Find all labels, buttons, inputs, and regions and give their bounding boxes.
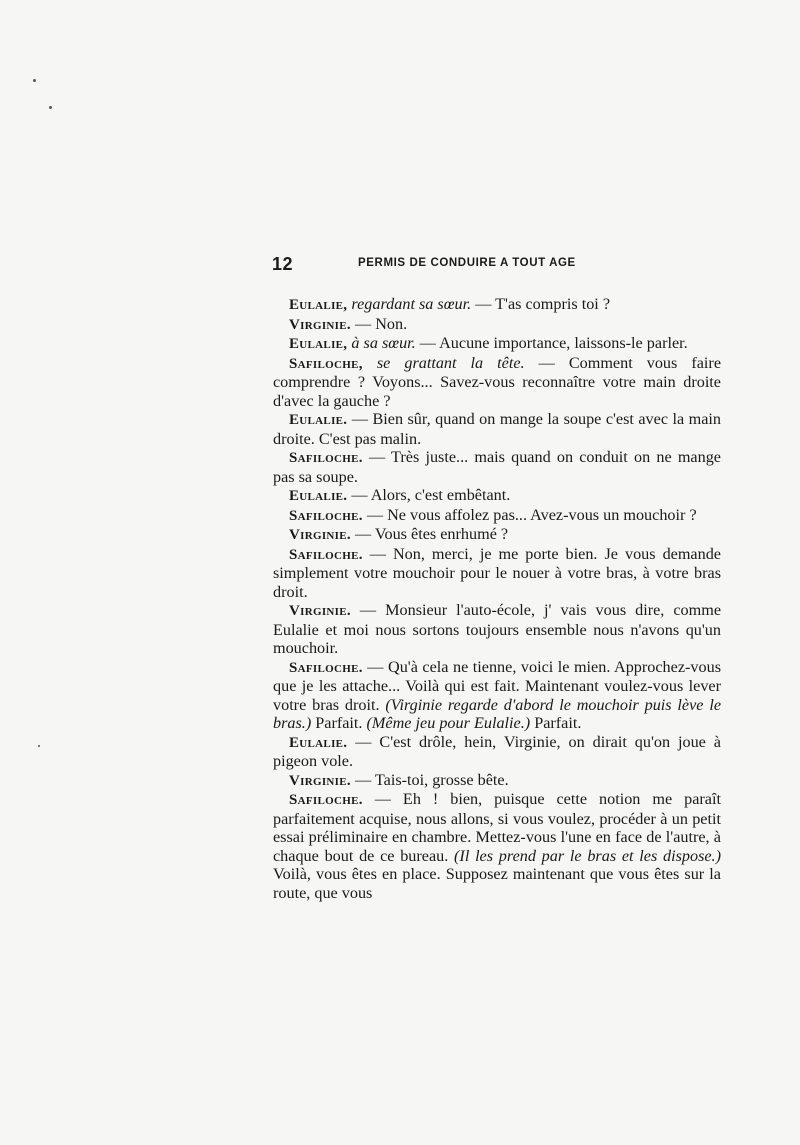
dialogue-text: — Très juste... mais quand on conduit on ne mange pas sa soupe. — [273, 448, 721, 486]
speaker-name: Safiloche. — [289, 659, 363, 676]
stage-direction: se grattant la tête. — [376, 353, 525, 372]
speaker-name: Safiloche. — [289, 507, 363, 524]
stage-direction: (Virginie regarde d'abord le mouchoir puis lève le bras.) — [273, 695, 722, 732]
stage-direction: (Même jeu pour Eulalie.) — [366, 714, 531, 732]
dialogue-text: — Aucune importance, laissons-le parler. — [415, 334, 688, 352]
dialogue-paragraph — [273, 790, 721, 902]
stage-direction: à sa sœur. — [351, 334, 416, 352]
dialogue-paragraph — [273, 733, 721, 771]
dialogue-text: — Bien sûr, quand on mange la soupe c'est avec la main droite. C'est pas malin. — [273, 410, 721, 448]
dialogue-paragraph — [273, 315, 721, 335]
stage-direction: regardant sa sœur. — [351, 295, 472, 313]
dialogue-paragraph — [273, 410, 721, 448]
dialogue-text: — Eh ! bien, puisque cette notion me paraît parfaitement acquise, nous allons, si vous voulez, procéder à un petit essai préliminaire en chambre. Mettez-vous l'une en face de l'autre, à chaque bout de ce bureau. — [273, 790, 721, 865]
page-header — [272, 254, 732, 276]
speaker-name: Virginie. — [289, 603, 351, 619]
dialogue-paragraph — [273, 658, 721, 733]
dialogue-text — [363, 354, 377, 372]
dialogue-text: Parfait. — [530, 714, 582, 732]
dialogue-paragraph — [273, 506, 721, 526]
speaker-name: Virginie. — [289, 316, 351, 333]
dialogue-text: — Ne vous affolez pas... Avez-vous un mouchoir ? — [362, 505, 697, 524]
dialogue-text: — Qu'à cela ne tienne, voici le mien. Approchez-vous que je les attache... Voilà qui est fait. Maintenant voulez-vous lever votre bras droit. — [273, 657, 721, 714]
page-number: 12 — [272, 254, 294, 274]
dialogue-text: — T'as compris toi ? — [471, 295, 611, 313]
dialogue-paragraph — [273, 448, 721, 486]
speaker-name: Safiloche, — [289, 355, 363, 372]
dialogue-paragraph — [273, 486, 721, 506]
scan-speck-dot — [38, 745, 40, 747]
speaker-name: Safiloche. — [289, 792, 363, 808]
dialogue-text: — C'est drôle, hein, Virginie, on dirait qu'on joue à pigeon vole. — [273, 732, 721, 770]
dialogue-paragraph — [273, 295, 721, 315]
dialogue-paragraph — [273, 545, 721, 602]
dialogue-text: — Alors, c'est embêtant. — [347, 486, 511, 504]
dialogue-paragraph — [273, 525, 721, 545]
speaker-name: Safiloche. — [289, 450, 363, 466]
dialogue-text: — Non, merci, je me porte bien. Je vous demande simplement votre mouchoir pour le nouer à votre bras, à votre bras droit. — [273, 544, 721, 601]
speaker-name: Safiloche. — [289, 546, 363, 563]
dialogue-body — [273, 295, 721, 902]
dialogue-text: — Tais-toi, grosse bête. — [350, 770, 509, 789]
scan-speck-dot — [33, 79, 36, 82]
dialogue-paragraph — [273, 771, 721, 791]
speaker-name: Eulalie. — [289, 734, 348, 751]
dialogue-text: — Comment vous faire comprendre ? Voyons... Savez-vous reconnaître votre main droite d'avec la gauche ? — [273, 353, 722, 410]
stage-direction: (Il les prend par le bras et les dispose.) — [454, 846, 721, 865]
speaker-name: Virginie. — [289, 772, 351, 789]
running-title: PERMIS DE CONDUIRE A TOUT AGE — [358, 257, 576, 269]
dialogue-text: Voilà, vous êtes en place. Supposez maintenant que vous êtes sur la route, que vous — [273, 865, 721, 902]
dialogue-paragraph — [273, 601, 721, 658]
dialogue-text: — Vous êtes enrhumé ? — [350, 525, 509, 543]
speaker-name: Virginie. — [289, 527, 351, 543]
speaker-name: Eulalie, — [289, 336, 348, 352]
speaker-name: Eulalie. — [289, 412, 348, 428]
scan-speck-dot — [49, 106, 52, 109]
speaker-name: Eulalie, — [289, 297, 348, 313]
dialogue-text: — Monsieur l'auto-école, j' vais vous dire, comme Eulalie et moi nous sortons toujours ensemble nous n'avons qu'un mouchoir. — [273, 601, 721, 657]
dialogue-paragraph — [273, 354, 721, 411]
dialogue-text: — Non. — [350, 314, 408, 333]
speaker-name: Eulalie. — [289, 488, 348, 504]
dialogue-paragraph — [273, 334, 721, 354]
dialogue-text: Parfait. — [311, 714, 367, 732]
